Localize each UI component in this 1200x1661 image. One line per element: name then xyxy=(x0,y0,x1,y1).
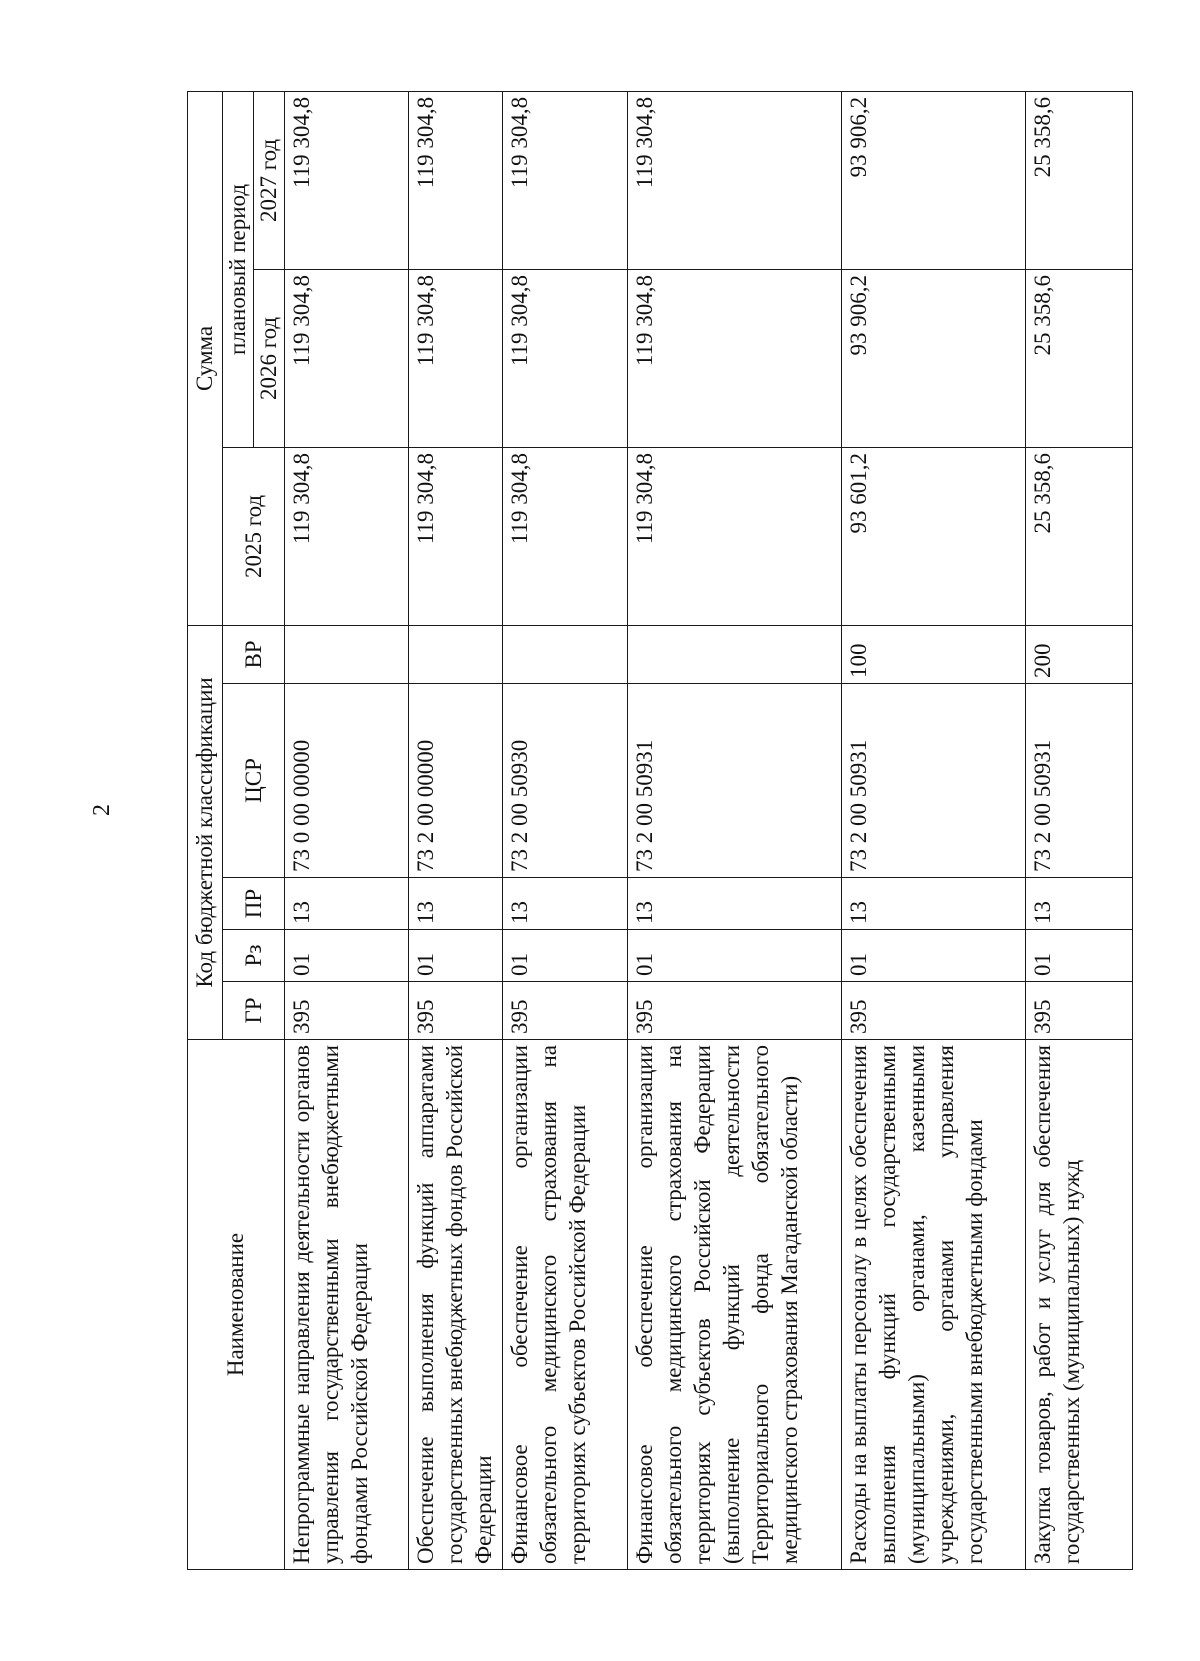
row-sum-2026: 119 304,8 xyxy=(409,269,503,447)
table-row xyxy=(503,91,627,1569)
row-sum-2027: 93 906,2 xyxy=(842,91,1026,269)
row-csr: 73 2 00 00000 xyxy=(409,684,503,878)
row-vr xyxy=(285,625,409,683)
row-sum-2025: 119 304,8 xyxy=(285,447,409,625)
row-vr xyxy=(503,625,627,683)
row-rz: 01 xyxy=(627,930,841,982)
rotated-table-container xyxy=(187,92,1133,1570)
row-sum-2025: 93 601,2 xyxy=(842,447,1026,625)
header-pr: ПР xyxy=(223,878,285,930)
row-rz: 01 xyxy=(503,930,627,982)
row-pr: 13 xyxy=(842,878,1026,930)
table-row xyxy=(842,91,1026,1569)
row-sum-2026: 119 304,8 xyxy=(627,269,841,447)
row-vr: 200 xyxy=(1025,625,1132,683)
row-csr: 73 2 00 50931 xyxy=(1025,684,1132,878)
row-csr: 73 2 00 50930 xyxy=(503,684,627,878)
row-gr: 395 xyxy=(627,982,841,1040)
table-row xyxy=(409,91,503,1569)
row-name: Расходы на выплаты персоналу в целях обеспечения выполнения функций государственными (муниципальными) органами, казенными учреждениями, органами управления государственными внебюджетными фондами xyxy=(842,1040,1026,1570)
row-sum-2026: 93 906,2 xyxy=(842,269,1026,447)
header-name: Наименование xyxy=(188,1040,285,1570)
row-pr: 13 xyxy=(627,878,841,930)
table-row xyxy=(285,91,409,1569)
row-name: Закупка товаров, работ и услуг для обеспечения государственных (муниципальных) нужд xyxy=(1025,1040,1132,1570)
row-sum-2027: 119 304,8 xyxy=(503,91,627,269)
row-csr: 73 2 00 50931 xyxy=(627,684,841,878)
row-vr xyxy=(627,625,841,683)
header-csr: ЦСР xyxy=(223,684,285,878)
row-sum-2027: 25 358,6 xyxy=(1025,91,1132,269)
header-planned-period: плановый период xyxy=(223,91,254,447)
table-row xyxy=(627,91,841,1569)
row-pr: 13 xyxy=(285,878,409,930)
header-vr: ВР xyxy=(223,625,285,683)
row-pr: 13 xyxy=(409,878,503,930)
row-rz: 01 xyxy=(285,930,409,982)
row-sum-2025: 119 304,8 xyxy=(409,447,503,625)
row-gr: 395 xyxy=(503,982,627,1040)
row-name: Финансовое обеспечение организации обязательного медицинского страхования на территориях субъектов Российской Федерации xyxy=(503,1040,627,1570)
row-rz: 01 xyxy=(842,930,1026,982)
header-year-2026: 2026 год xyxy=(254,269,285,447)
row-gr: 395 xyxy=(1025,982,1132,1040)
row-gr: 395 xyxy=(409,982,503,1040)
row-name: Финансовое обеспечение организации обязательного медицинского страхования на территориях субъектов Российской Федерации (выполнение функций деятельности Территориального фонда обязательного медицинского страхования Магаданской области) xyxy=(627,1040,841,1570)
row-sum-2026: 119 304,8 xyxy=(503,269,627,447)
budget-table xyxy=(187,91,1133,1570)
row-rz: 01 xyxy=(409,930,503,982)
row-vr: 100 xyxy=(842,625,1026,683)
row-pr: 13 xyxy=(503,878,627,930)
row-name: Обеспечение выполнения функций аппаратами государственных внебюджетных фондов Российской Федерации xyxy=(409,1040,503,1570)
page-number: 2 xyxy=(89,804,115,816)
header-gr: ГР xyxy=(223,982,285,1040)
row-rz: 01 xyxy=(1025,930,1132,982)
header-code-group: Код бюджетной классификации xyxy=(188,625,223,1039)
row-sum-2025: 25 358,6 xyxy=(1025,447,1132,625)
row-sum-2026: 25 358,6 xyxy=(1025,269,1132,447)
row-name: Непрограммные направления деятельности органов управления государственными внебюджетными фондами Российской Федерации xyxy=(285,1040,409,1570)
row-sum-2025: 119 304,8 xyxy=(503,447,627,625)
row-pr: 13 xyxy=(1025,878,1132,930)
row-sum-2026: 119 304,8 xyxy=(285,269,409,447)
header-year-2027: 2027 год xyxy=(254,91,285,269)
row-csr: 73 2 00 50931 xyxy=(842,684,1026,878)
header-year-2025: 2025 год xyxy=(223,447,285,625)
header-rz: Рз xyxy=(223,930,285,982)
row-csr: 73 0 00 00000 xyxy=(285,684,409,878)
row-sum-2027: 119 304,8 xyxy=(627,91,841,269)
row-gr: 395 xyxy=(842,982,1026,1040)
row-gr: 395 xyxy=(285,982,409,1040)
header-sum-group: Сумма xyxy=(188,91,223,625)
row-sum-2027: 119 304,8 xyxy=(285,91,409,269)
row-vr xyxy=(409,625,503,683)
row-sum-2027: 119 304,8 xyxy=(409,91,503,269)
row-sum-2025: 119 304,8 xyxy=(627,447,841,625)
table-row xyxy=(1025,91,1132,1569)
